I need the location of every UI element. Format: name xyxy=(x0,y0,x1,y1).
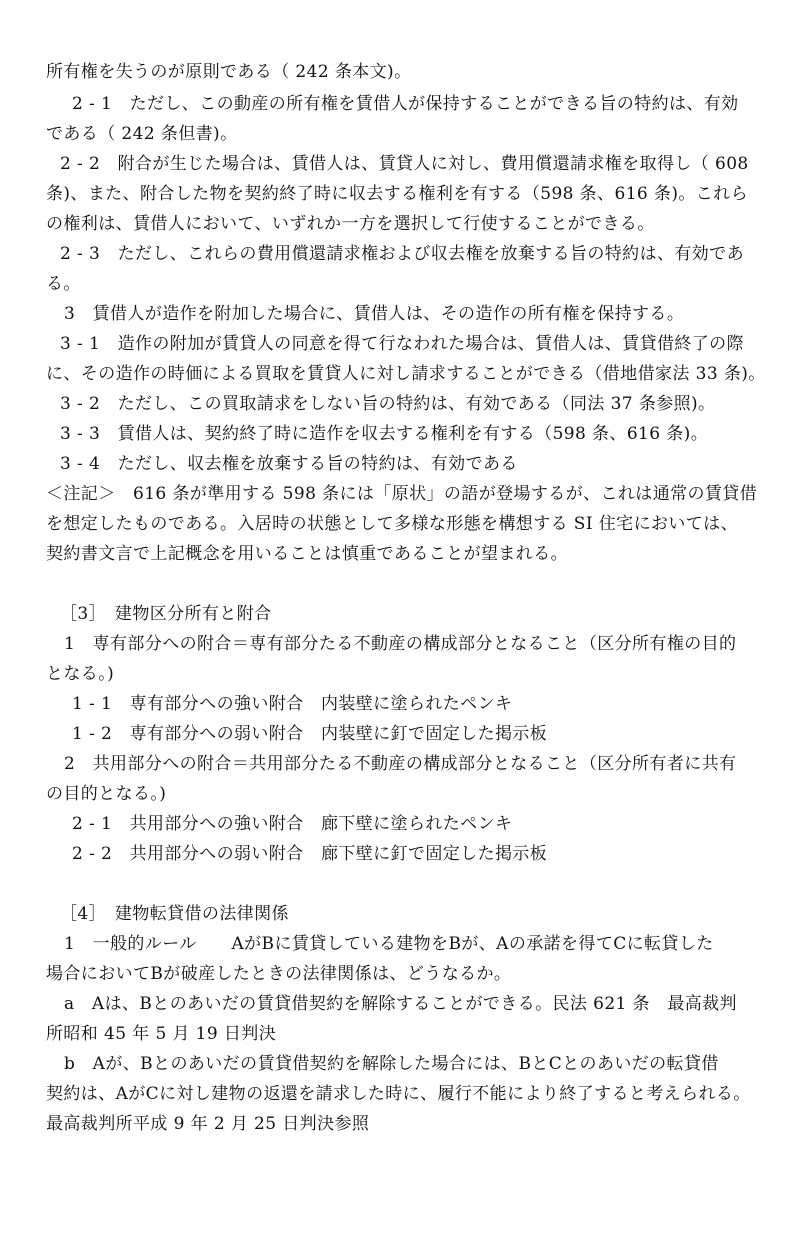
text-line-3: である（ 242 条但書)。 xyxy=(46,124,238,144)
text-line-4: 2 - 2 附合が生じた場合は、賃借人は、賃貸人に対し、費用償還請求権を取得し（ 608 xyxy=(60,154,749,174)
text-line-1: 所有権を失うのが原則である（ 242 条本文)。 xyxy=(46,62,412,82)
text-line-2: 2 - 1 ただし、この動産の所有権を賃借人が保持することができる旨の特約は、有効 xyxy=(72,94,739,114)
text-line-24: の目的となる。) xyxy=(46,784,167,804)
section-3-heading: ［3］ 建物区分所有と附合 xyxy=(60,604,272,624)
text-line-31: 所昭和 45 年 5 月 19 日判決 xyxy=(46,1024,277,1044)
text-line-5: 条)、また、附合した物を契約終了時に収去する権利を有する（598 条、616 条)。これら xyxy=(46,184,748,204)
text-line-6: の権利は、賃借人において、いずれか一方を選択して行使することができる。 xyxy=(46,214,655,234)
text-line-34: 最高裁判所平成 9 年 2 月 25 日判決参照 xyxy=(46,1114,370,1134)
text-line-17: 契約書文言で上記概念を用いることは慎重であることが望まれる。 xyxy=(46,544,568,564)
text-line-28: 1 一般的ルール AがBに賃貸している建物をBが、Aの承諾を得てCに転貸した xyxy=(64,934,714,954)
section-4-heading: ［4］ 建物転貸借の法律関係 xyxy=(60,904,289,924)
text-line-9: 3 賃借人が造作を附加した場合に、賃借人は、その造作の所有権を保持する。 xyxy=(64,304,685,324)
text-line-8: る。 xyxy=(46,274,81,294)
text-line-12: 3 - 2 ただし、この買取請求をしない旨の特約は、有効である（同法 37 条参照)。 xyxy=(60,394,716,414)
text-line-25: 2 - 1 共用部分への強い附合 廊下壁に塗られたペンキ xyxy=(72,814,513,834)
text-line-20: となる。) xyxy=(46,664,115,684)
text-line-13: 3 - 3 賃借人は、契約終了時に造作を収去する権利を有する（598 条、616 条)。 xyxy=(60,424,709,444)
text-line-30: a Aは、Bとのあいだの賃貸借契約を解除することができる。民法 621 条 最高裁判 xyxy=(64,994,737,1014)
text-line-33: 契約は、AがCに対し建物の返還を請求した時に、履行不能により終了すると考えられる。 xyxy=(46,1084,751,1104)
text-line-19: 1 専有部分への附合＝専有部分たる不動産の構成部分となること（区分所有権の目的 xyxy=(64,634,737,654)
text-line-32: b Aが、Bとのあいだの賃貸借契約を解除した場合には、BとCとのあいだの転貸借 xyxy=(64,1054,719,1074)
text-line-14: 3 - 4 ただし、収去権を放棄する旨の特約は、有効である xyxy=(60,454,518,474)
text-line-16: を想定したものである。入居時の状態として多様な形態を構想する SI 住宅においては、 xyxy=(46,514,738,534)
text-line-29: 場合においてBが破産したときの法律関係は、どうなるか。 xyxy=(46,964,512,984)
text-line-10: 3 - 1 造作の附加が賃貸人の同意を得て行なわれた場合は、賃借人は、賃貸借終了の際 xyxy=(60,334,744,354)
text-line-7: 2 - 3 ただし、これらの費用償還請求権および収去権を放棄する旨の特約は、有効であ xyxy=(60,244,744,264)
text-line-21: 1 - 1 専有部分への強い附合 内装壁に塗られたペンキ xyxy=(72,694,513,714)
text-line-22: 1 - 2 専有部分への弱い附合 内装壁に釘で固定した掲示板 xyxy=(72,724,548,744)
text-line-11: に、その造作の時価による買取を賃貸人に対し請求することができる（借地借家法 33 条)。 xyxy=(46,364,766,384)
text-line-15: ＜注記＞ 616 条が準用する 598 条には「原状」の語が登場するが、これは通常の賃貸借 xyxy=(46,484,758,504)
text-line-26: 2 - 2 共用部分への弱い附合 廊下壁に釘で固定した掲示板 xyxy=(72,844,548,864)
text-line-23: 2 共用部分への附合＝共用部分たる不動産の構成部分となること（区分所有者に共有 xyxy=(64,754,737,774)
